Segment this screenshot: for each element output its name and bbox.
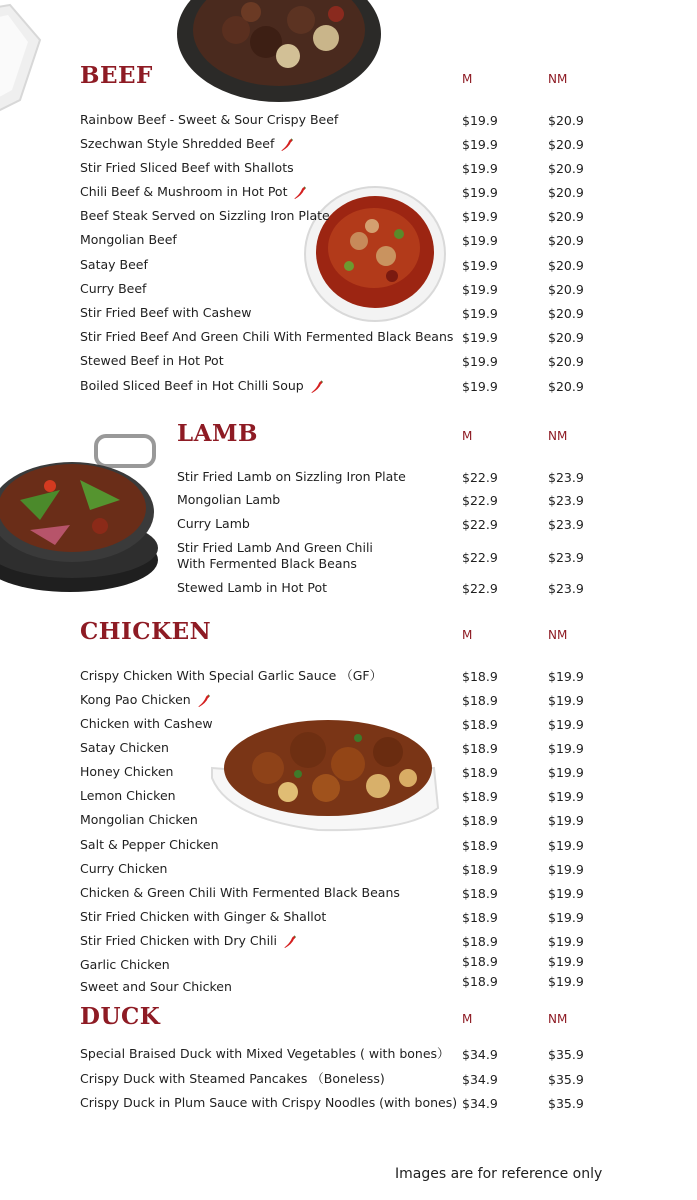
menu-item-text: Szechwan Style Shredded Beef [80, 136, 275, 151]
price-nm: $20.9 [548, 209, 584, 224]
menu-item-name [80, 837, 219, 853]
section-title-chicken: CHICKEN [80, 618, 212, 645]
menu-item-text: Salt & Pepper Chicken [80, 837, 219, 852]
chili-pepper-icon [280, 138, 294, 152]
price-nm: $20.9 [548, 113, 584, 128]
menu-item-name [80, 764, 173, 780]
price-nm: $19.9 [548, 934, 584, 949]
price-nm: $20.9 [548, 233, 584, 248]
menu-item-name [80, 112, 338, 128]
menu-item-text: Garlic Chicken [80, 957, 170, 972]
menu-item-text: Kong Pao Chicken [80, 692, 191, 707]
menu-item-name [80, 788, 176, 804]
chili-pepper-icon [283, 935, 297, 949]
menu-item-text: Curry Chicken [80, 861, 168, 876]
price-m: $18.9 [462, 813, 498, 828]
menu-item-name [80, 909, 326, 925]
menu-item-text: Crispy Duck with Steamed Pancakes （Boneless) [80, 1071, 385, 1086]
section-title-duck: DUCK [80, 1003, 161, 1030]
menu-item-name [80, 979, 232, 995]
boiled-beef-bowl-image [304, 186, 446, 322]
price-m: $18.9 [462, 974, 498, 989]
price-m: $19.9 [462, 379, 498, 394]
menu-item-name [80, 257, 148, 273]
price-m: $34.9 [462, 1072, 498, 1087]
price-m: $18.9 [462, 765, 498, 780]
menu-item-text: Mongolian Chicken [80, 812, 198, 827]
reference-note: Images are for reference only [395, 1166, 603, 1182]
price-nm: $19.9 [548, 789, 584, 804]
price-m: $18.9 [462, 669, 498, 684]
menu-item-name [80, 1046, 450, 1062]
price-m: $19.9 [462, 137, 498, 152]
menu-item-name [80, 933, 297, 949]
menu-item-name [80, 281, 146, 297]
price-nm: $20.9 [548, 161, 584, 176]
menu-item-name [80, 232, 177, 248]
menu-item-name [177, 469, 406, 485]
section-title-lamb: LAMB [177, 420, 258, 447]
menu-item-name [80, 692, 211, 708]
menu-item-text: Honey Chicken [80, 764, 174, 779]
price-m: $19.9 [462, 354, 498, 369]
menu-item-text: Boiled Sliced Beef in Hot Chilli Soup [80, 378, 304, 393]
menu-item-text: Satay Chicken [80, 740, 169, 755]
price-nm: $20.9 [548, 258, 584, 273]
menu-item-text: Beef Steak Served on Sizzling Iron Plate [80, 208, 330, 223]
price-nm: $20.9 [548, 354, 584, 369]
price-m: $18.9 [462, 862, 498, 877]
col-header-nm: NM [548, 628, 568, 642]
plate-corner-image [0, 0, 60, 125]
menu-item-name [80, 861, 167, 877]
menu-item-text: Mongolian Beef [80, 232, 177, 247]
price-m: $22.9 [462, 470, 498, 485]
chicken-dish-image [208, 708, 440, 836]
price-nm: $23.9 [548, 581, 584, 596]
col-header-nm: NM [548, 1012, 568, 1026]
price-nm: $23.9 [548, 493, 584, 508]
menu-item-text-line2: With Fermented Black Beans [177, 556, 357, 571]
price-m: $19.9 [462, 258, 498, 273]
price-m: $34.9 [462, 1096, 498, 1111]
menu-item-text: Stir Fried Beef And Green Chili With Fermented Black Beans [80, 329, 454, 344]
price-nm: $20.9 [548, 379, 584, 394]
menu-item-text: Stir Fried Lamb And Green Chili [177, 540, 373, 555]
price-nm: $19.9 [548, 954, 584, 969]
section-title-beef: BEEF [80, 62, 153, 89]
menu-item-text: Satay Beef [80, 257, 148, 272]
price-nm: $20.9 [548, 185, 584, 200]
price-nm: $19.9 [548, 813, 584, 828]
menu-item-text: Chicken with Cashew [80, 716, 213, 731]
menu-item-name [80, 740, 169, 756]
price-m: $34.9 [462, 1047, 498, 1062]
price-m: $19.9 [462, 306, 498, 321]
menu-item-name [80, 1095, 457, 1111]
menu-item-name [80, 136, 294, 152]
price-m: $19.9 [462, 209, 498, 224]
price-nm: $20.9 [548, 137, 584, 152]
price-nm: $23.9 [548, 517, 584, 532]
price-m: $18.9 [462, 934, 498, 949]
price-nm: $19.9 [548, 910, 584, 925]
price-m: $18.9 [462, 910, 498, 925]
menu-item-name [80, 812, 198, 828]
menu-item-text: Stir Fried Sliced Beef with Shallots [80, 160, 294, 175]
price-nm: $20.9 [548, 282, 584, 297]
menu-item-name [80, 668, 382, 684]
menu-item-name [80, 1071, 385, 1087]
price-m: $22.9 [462, 517, 498, 532]
menu-item-text: Lemon Chicken [80, 788, 176, 803]
menu-item-name [80, 208, 330, 224]
menu-item-text: Crispy Duck in Plum Sauce with Crispy Noodles (with bones) [80, 1095, 458, 1110]
price-nm: $19.9 [548, 717, 584, 732]
menu-item-name [80, 353, 224, 369]
price-m: $19.9 [462, 233, 498, 248]
menu-item-name [80, 378, 324, 394]
price-nm: $20.9 [548, 306, 584, 321]
menu-item-name [80, 716, 213, 732]
price-nm: $35.9 [548, 1047, 584, 1062]
menu-item-text: Chicken & Green Chili With Fermented Black Beans [80, 885, 400, 900]
menu-item-text: Rainbow Beef - Sweet & Sour Crispy Beef [80, 112, 339, 127]
menu-item-name [80, 957, 170, 973]
menu-item-text: Crispy Chicken With Special Garlic Sauce （GF） [80, 668, 383, 683]
col-header-nm: NM [548, 429, 568, 443]
price-nm: $19.9 [548, 886, 584, 901]
price-nm: $23.9 [548, 470, 584, 485]
menu-item-text: Stir Fried Chicken with Ginger & Shallot [80, 909, 327, 924]
menu-item-name [177, 580, 327, 596]
price-nm: $35.9 [548, 1072, 584, 1087]
menu-item-name [80, 885, 400, 901]
price-m: $18.9 [462, 717, 498, 732]
menu-item-text: Curry Beef [80, 281, 147, 296]
price-m: $19.9 [462, 185, 498, 200]
menu-item-name [177, 492, 280, 508]
menu-item-text: Chili Beef & Mushroom in Hot Pot [80, 184, 288, 199]
col-header-m: M [462, 1012, 473, 1026]
price-m: $19.9 [462, 282, 498, 297]
col-header-m: M [462, 429, 473, 443]
price-nm: $19.9 [548, 765, 584, 780]
col-header-nm: NM [548, 72, 568, 86]
price-m: $18.9 [462, 693, 498, 708]
menu-item-text: Sweet and Sour Chicken [80, 979, 232, 994]
price-m: $22.9 [462, 550, 498, 565]
price-nm: $19.9 [548, 693, 584, 708]
price-nm: $19.9 [548, 838, 584, 853]
menu-item-name [80, 305, 251, 321]
menu-item-text: Stewed Beef in Hot Pot [80, 353, 224, 368]
price-m: $19.9 [462, 113, 498, 128]
price-m: $18.9 [462, 789, 498, 804]
price-m: $18.9 [462, 954, 498, 969]
price-nm: $19.9 [548, 669, 584, 684]
menu-item-text: Mongolian Lamb [177, 492, 281, 507]
price-nm: $19.9 [548, 862, 584, 877]
menu-item-text: Stir Fried Chicken with Dry Chili [80, 933, 277, 948]
chili-pepper-icon [197, 694, 211, 708]
price-m: $19.9 [462, 161, 498, 176]
menu-item-name [177, 516, 250, 532]
price-nm: $19.9 [548, 741, 584, 756]
price-m: $18.9 [462, 741, 498, 756]
price-nm: $35.9 [548, 1096, 584, 1111]
price-nm: $23.9 [548, 550, 584, 565]
col-header-m: M [462, 628, 473, 642]
menu-item-name [177, 540, 373, 572]
menu-item-text: Special Braised Duck with Mixed Vegetables ( with bones） [80, 1046, 450, 1061]
price-nm: $19.9 [548, 974, 584, 989]
chili-pepper-icon [293, 186, 307, 200]
menu-item-text: Stir Fried Beef with Cashew [80, 305, 252, 320]
price-m: $22.9 [462, 581, 498, 596]
menu-item-name [80, 329, 453, 345]
lamb-sizzling-plate-image [0, 430, 162, 592]
price-m: $18.9 [462, 838, 498, 853]
price-m: $19.9 [462, 330, 498, 345]
menu-item-name [80, 160, 294, 176]
price-m: $22.9 [462, 493, 498, 508]
price-nm: $20.9 [548, 330, 584, 345]
beef-stone-pot-image [176, 0, 382, 104]
price-m: $18.9 [462, 886, 498, 901]
menu-item-text: Curry Lamb [177, 516, 250, 531]
col-header-m: M [462, 72, 473, 86]
menu-item-text: Stewed Lamb in Hot Pot [177, 580, 327, 595]
menu-item-text: Stir Fried Lamb on Sizzling Iron Plate [177, 469, 406, 484]
menu-item-name [80, 184, 307, 200]
chili-pepper-icon [310, 380, 324, 394]
